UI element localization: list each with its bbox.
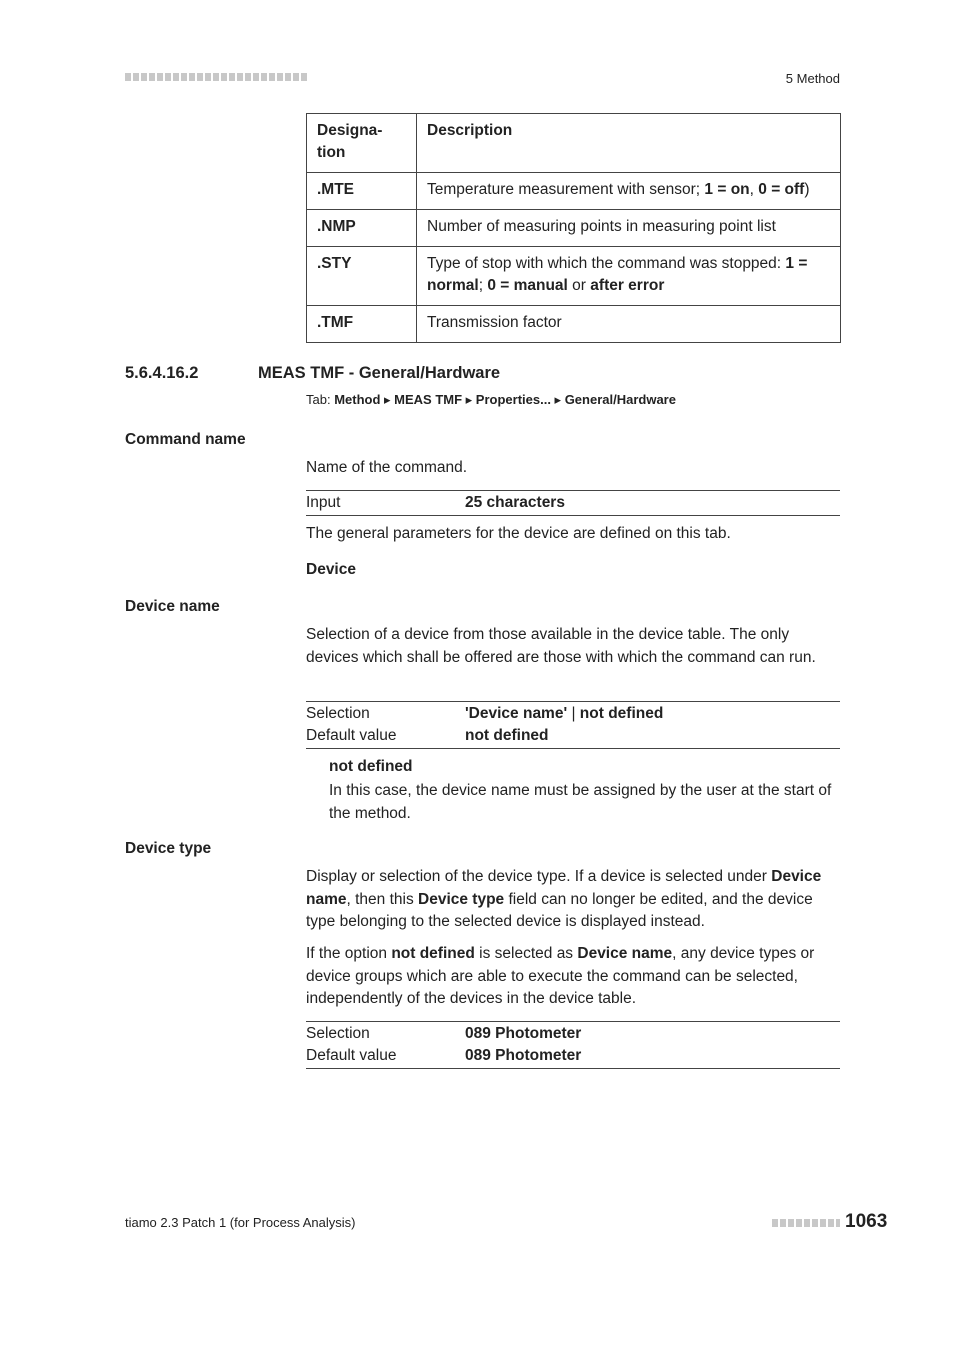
- param-value: 25 characters: [465, 494, 565, 511]
- device-name-text: Selection of a device from those available in the device table. The only devices which shall be offered are those with which the command can run.: [306, 626, 816, 666]
- command-name-params: [306, 490, 840, 516]
- param-value: 089 Photometer: [465, 1025, 582, 1042]
- variables-table: [306, 113, 841, 343]
- param-key: Selection: [306, 1025, 370, 1042]
- table-cell-code: .NMP: [307, 210, 417, 247]
- command-name-label: Command name: [125, 431, 246, 448]
- param-row: [306, 1045, 840, 1067]
- table-cell-code: .TMF: [307, 306, 417, 343]
- device-type-text-2: If the option not defined is selected as Device name, any device types or device groups which are able to execute the command can be selected, independently of the devices in the device table.: [306, 945, 815, 1007]
- table-cell-description: Transmission factor: [417, 306, 841, 343]
- table-cell-code: .STY: [307, 247, 417, 306]
- param-row: [306, 1023, 840, 1045]
- param-key: Default value: [306, 1047, 397, 1064]
- table-row: [307, 247, 841, 306]
- table-header-row: [307, 114, 841, 173]
- header-decoration: [125, 73, 307, 81]
- device-type-text-1: Display or selection of the device type. If a device is selected under Device name, then this Device type field can no longer be edited, and the device type belonging to the selected device is displayed instead.: [306, 868, 822, 930]
- param-value: not defined: [465, 727, 549, 744]
- option-name: not defined: [329, 758, 413, 775]
- table-cell-code: .MTE: [307, 173, 417, 210]
- param-value: 089 Photometer: [465, 1047, 582, 1064]
- table-row: [307, 173, 841, 210]
- device-type-params: [306, 1021, 840, 1069]
- general-params-text: The general parameters for the device are defined on this tab.: [306, 525, 731, 542]
- section-title: MEAS TMF - General/Hardware: [258, 364, 501, 382]
- table-row: [307, 306, 841, 343]
- command-name-text: Name of the command.: [306, 459, 468, 476]
- page-number: 1063: [845, 1211, 888, 1232]
- param-row: [306, 725, 840, 747]
- param-row: [306, 703, 840, 725]
- section-number: 5.6.4.16.2: [125, 364, 199, 382]
- table-row: [307, 210, 841, 247]
- footer-product: tiamo 2.3 Patch 1 (for Process Analysis): [125, 1215, 356, 1230]
- table-cell-description: Temperature measurement with sensor; 1 = on, 0 = off): [417, 173, 841, 210]
- tab-path: Tab: Method ▸ MEAS TMF ▸ Properties... ▸ General/Hardware: [306, 392, 676, 407]
- device-subheading: Device: [306, 561, 356, 578]
- footer-decoration: [772, 1219, 840, 1227]
- param-key: Selection: [306, 705, 370, 722]
- param-key: Default value: [306, 727, 397, 744]
- device-name-params: [306, 701, 840, 749]
- table-header-designation: Designa- tion: [307, 114, 417, 173]
- chapter-title: 5 Method: [785, 71, 840, 86]
- param-row: [306, 492, 840, 514]
- device-type-label: Device type: [125, 840, 212, 857]
- table-cell-description: Number of measuring points in measuring point list: [417, 210, 841, 247]
- table-cell-description: Type of stop with which the command was stopped: 1 = normal; 0 = manual or after error: [417, 247, 841, 306]
- option-description: In this case, the device name must be assigned by the user at the start of the method.: [329, 782, 832, 822]
- table-header-description: Description: [417, 114, 841, 173]
- param-value: 'Device name' | not defined: [465, 705, 664, 722]
- param-key: Input: [306, 494, 341, 511]
- device-name-label: Device name: [125, 598, 220, 615]
